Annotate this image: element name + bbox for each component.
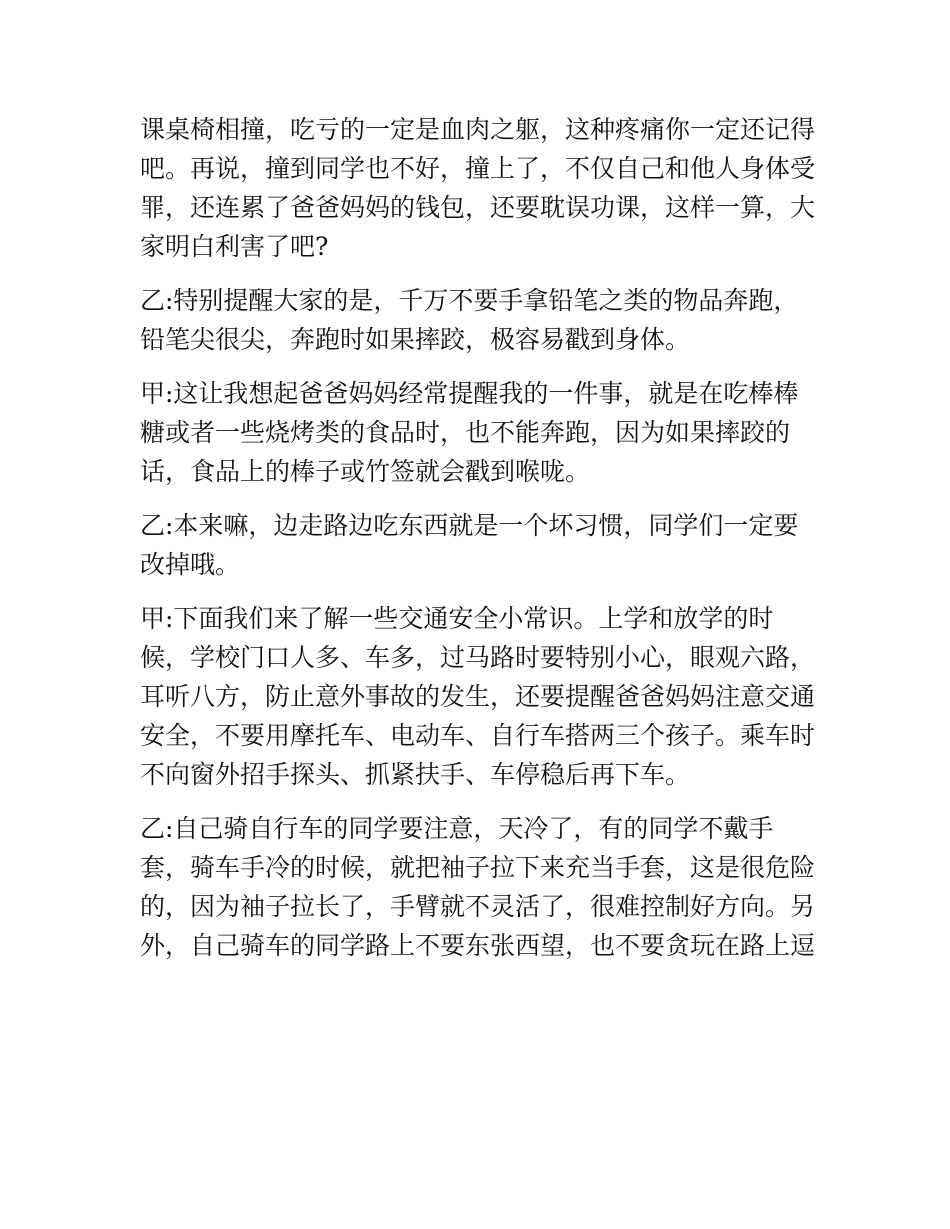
text-line: 铅笔尖很尖，奔跑时如果摔跤，极容易戳到身体。 <box>140 325 691 354</box>
text-line: 改掉哦。 <box>140 550 241 579</box>
paragraph-spacer <box>140 584 820 599</box>
text-line: 甲:下面我们来了解一些交通安全小常识。上学和放学的时 <box>140 604 774 633</box>
text-line: 糖或者一些烧烤类的食品时，也不能奔跑，因为如果摔跤的 <box>140 418 791 447</box>
text-line: 话，食品上的棒子或竹签就会戳到喉咙。 <box>140 457 591 486</box>
text-line: 罪，还连累了爸爸妈妈的钱包，还要耽误功课，这样一算，大 <box>140 193 816 222</box>
paragraph-spacer <box>140 794 820 809</box>
text-line: 外，自己骑车的同学路上不要东张西望，也不要贪玩在路上逗 <box>140 931 816 960</box>
text-line: 课桌椅相撞，吃亏的一定是血肉之躯，这种疼痛你一定还记得 <box>140 115 816 144</box>
text-line: 安全，不要用摩托车、电动车、自行车搭两三个孩子。乘车时 <box>140 721 816 750</box>
text-line: 候，学校门口人多、车多，过马路时要特别小心，眼观六路， <box>140 643 816 672</box>
text-line: 套，骑车手冷的时候，就把袖子拉下来充当手套，这是很危险 <box>140 853 816 882</box>
text-line: 吧。再说，撞到同学也不好，撞上了，不仅自己和他人身体受 <box>140 154 816 183</box>
text-line: 甲:这让我想起爸爸妈妈经常提醒我的一件事，就是在吃棒棒 <box>140 379 799 408</box>
text-line: 耳听八方，防止意外事故的发生，还要提醒爸爸妈妈注意交通 <box>140 682 816 711</box>
document-body <box>140 110 820 965</box>
text-line: 乙:特别提醒大家的是，千万不要手拿铅笔之类的物品奔跑， <box>140 286 799 315</box>
paragraph-spacer <box>140 266 820 281</box>
text-line: 家明白利害了吧? <box>140 232 329 261</box>
text-line: 不向窗外招手探头、抓紧扶手、车停稳后再下车。 <box>140 760 691 789</box>
paragraph-spacer <box>140 491 820 506</box>
text-line: 乙:自己骑自行车的同学要注意，天冷了，有的同学不戴手 <box>140 814 774 843</box>
text-line: 乙:本来嘛，边走路边吃东西就是一个坏习惯，同学们一定要 <box>140 511 799 540</box>
text-line: 的，因为袖子拉长了，手臂就不灵活了，很难控制好方向。另 <box>140 892 816 921</box>
paragraph-spacer <box>140 359 820 374</box>
